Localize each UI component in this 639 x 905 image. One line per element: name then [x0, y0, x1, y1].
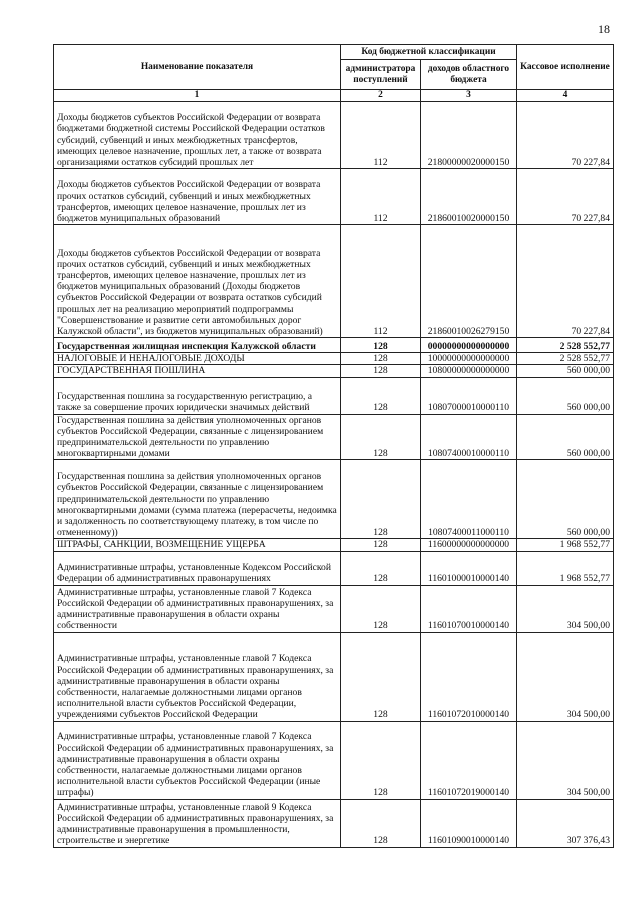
income-code: 11600000000000000	[421, 539, 517, 551]
indicator-name: Государственная пошлина за государственную регистрацию, а также за совершение прочих юридически значимых действий	[54, 377, 341, 414]
indicator-name: Доходы бюджетов субъектов Российской Федерации от возврата прочих остатков субсидий, субвенций и иных межбюджетных трансфертов, имеющих целевое назначение, прошлых лет из бюджетов муниципальных образований (Доходы бюджетов субъектов Российской Федерации от возврата остатков субсидий прошлых лет на реализацию мероприятий подпрограммы "Совершенствование и развитие сети автомобильных дорог Калужской области", из бюджетов муниципальных образований)	[54, 225, 341, 338]
admin-code: 112	[341, 225, 421, 338]
admin-code: 128	[341, 551, 421, 585]
admin-code: 128	[341, 632, 421, 721]
indicator-name: Административные штрафы, установленные Кодексом Российской Федерации об административных правонарушениях	[54, 551, 341, 585]
table-row	[54, 353, 614, 365]
admin-code: 128	[341, 799, 421, 847]
admin-code: 128	[341, 365, 421, 377]
table-row	[54, 102, 614, 169]
indicator-name: Административные штрафы, установленные главой 7 Кодекса Российской Федерации об административных правонарушениях, за административные правонарушения в области охраны собственности, налагаемые должностными лицами органов исполнительной власти субъектов Российской Федерации (иные штрафы)	[54, 721, 341, 799]
table-row	[54, 414, 614, 460]
admin-code: 128	[341, 377, 421, 414]
column-number-1: 1	[54, 90, 341, 102]
income-code: 10807400010000110	[421, 414, 517, 460]
column-number-4: 4	[517, 90, 614, 102]
indicator-name: ГОСУДАРСТВЕННАЯ ПОШЛИНА	[54, 365, 341, 377]
income-code: 21860010020000150	[421, 169, 517, 225]
table-row	[54, 338, 614, 353]
column-number-2: 2	[341, 90, 421, 102]
budget-execution-table	[53, 44, 614, 848]
indicator-name: Административные штрафы, установленные главой 9 Кодекса Российской Федерации об административных правонарушениях, за административные правонарушения в промышленности, строительстве и энергетике	[54, 799, 341, 847]
indicator-name: Административные штрафы, установленные главой 7 Кодекса Российской Федерации об административных правонарушениях, за административные правонарушения в области охраны собственности	[54, 585, 341, 632]
cash-amount: 1 968 552,77	[517, 539, 614, 551]
cash-amount: 1 968 552,77	[517, 551, 614, 585]
admin-code: 128	[341, 414, 421, 460]
indicator-name: НАЛОГОВЫЕ И НЕНАЛОГОВЫЕ ДОХОДЫ	[54, 353, 341, 365]
admin-code: 128	[341, 539, 421, 551]
header-budget-code-group: Код бюджетной классификации	[341, 45, 517, 60]
header-income-code: доходов областного бюджета	[421, 60, 517, 90]
income-code: 21800000020000150	[421, 102, 517, 169]
admin-code: 128	[341, 353, 421, 365]
cash-amount: 304 500,00	[517, 632, 614, 721]
income-code: 10800000000000000	[421, 365, 517, 377]
cash-amount: 70 227,84	[517, 225, 614, 338]
income-code: 10807400011000110	[421, 460, 517, 539]
indicator-name: Государственная жилищная инспекция Калужской области	[54, 338, 341, 353]
cash-amount: 560 000,00	[517, 365, 614, 377]
page-number: 18	[598, 22, 610, 36]
header-admin-code: администратора поступлений	[341, 60, 421, 90]
admin-code: 112	[341, 102, 421, 169]
table-row	[54, 539, 614, 551]
income-code: 00000000000000000	[421, 338, 517, 353]
income-code: 11601070010000140	[421, 585, 517, 632]
cash-amount: 2 528 552,77	[517, 338, 614, 353]
cash-amount: 560 000,00	[517, 377, 614, 414]
cash-amount: 70 227,84	[517, 102, 614, 169]
income-code: 11601000010000140	[421, 551, 517, 585]
indicator-name: Государственная пошлина за действия уполномоченных органов субъектов Российской Федерации, связанные с лицензированием предпринимательской деятельности по управлению многоквартирными домами (сумма платежа (перерасчеты, недоимка и задолженность по соответствующему платежу, в том числе по отмененному))	[54, 460, 341, 539]
table-row	[54, 460, 614, 539]
cash-amount: 307 376,43	[517, 799, 614, 847]
admin-code: 128	[341, 585, 421, 632]
table-row	[54, 632, 614, 721]
admin-code: 112	[341, 169, 421, 225]
income-code: 10000000000000000	[421, 353, 517, 365]
admin-code: 128	[341, 338, 421, 353]
cash-amount: 70 227,84	[517, 169, 614, 225]
table-row	[54, 799, 614, 847]
cash-amount: 304 500,00	[517, 721, 614, 799]
indicator-name: Государственная пошлина за действия уполномоченных органов субъектов Российской Федерации, связанные с лицензированием предпринимательской деятельности по управлению многоквартирными домами	[54, 414, 341, 460]
table-row	[54, 377, 614, 414]
cash-amount: 2 528 552,77	[517, 353, 614, 365]
indicator-name: Доходы бюджетов субъектов Российской Федерации от возврата прочих остатков субсидий, субвенций и иных межбюджетных трансфертов, имеющих целевое назначение, прошлых лет из бюджетов муниципальных образований	[54, 169, 341, 225]
table-row	[54, 225, 614, 338]
table-row	[54, 585, 614, 632]
table-row	[54, 721, 614, 799]
income-code: 10807000010000110	[421, 377, 517, 414]
header-cash-execution: Кассовое исполнение	[517, 45, 614, 90]
indicator-name: Доходы бюджетов субъектов Российской Федерации от возврата бюджетами бюджетной системы Российской Федерации остатков субсидий, субвенций и иных межбюджетных трансфертов, имеющих целевое назначение, прошлых лет, а также от возврата организациями остатков субсидий прошлых лет	[54, 102, 341, 169]
income-code: 11601072010000140	[421, 632, 517, 721]
indicator-name: ШТРАФЫ, САНКЦИИ, ВОЗМЕЩЕНИЕ УЩЕРБА	[54, 539, 341, 551]
admin-code: 128	[341, 460, 421, 539]
header-indicator-name: Наименование показателя	[54, 45, 341, 90]
indicator-name: Административные штрафы, установленные главой 7 Кодекса Российской Федерации об административных правонарушениях, за административные правонарушения в области охраны собственности, налагаемые должностными лицами органов исполнительной власти субъектов Российской Федерации, учреждениями субъектов Российской Федерации	[54, 632, 341, 721]
table-row	[54, 169, 614, 225]
cash-amount: 560 000,00	[517, 460, 614, 539]
table-row	[54, 551, 614, 585]
income-code: 21860010026279150	[421, 225, 517, 338]
cash-amount: 560 000,00	[517, 414, 614, 460]
income-code: 11601090010000140	[421, 799, 517, 847]
admin-code: 128	[341, 721, 421, 799]
column-number-3: 3	[421, 90, 517, 102]
income-code: 11601072019000140	[421, 721, 517, 799]
table-row	[54, 365, 614, 377]
cash-amount: 304 500,00	[517, 585, 614, 632]
